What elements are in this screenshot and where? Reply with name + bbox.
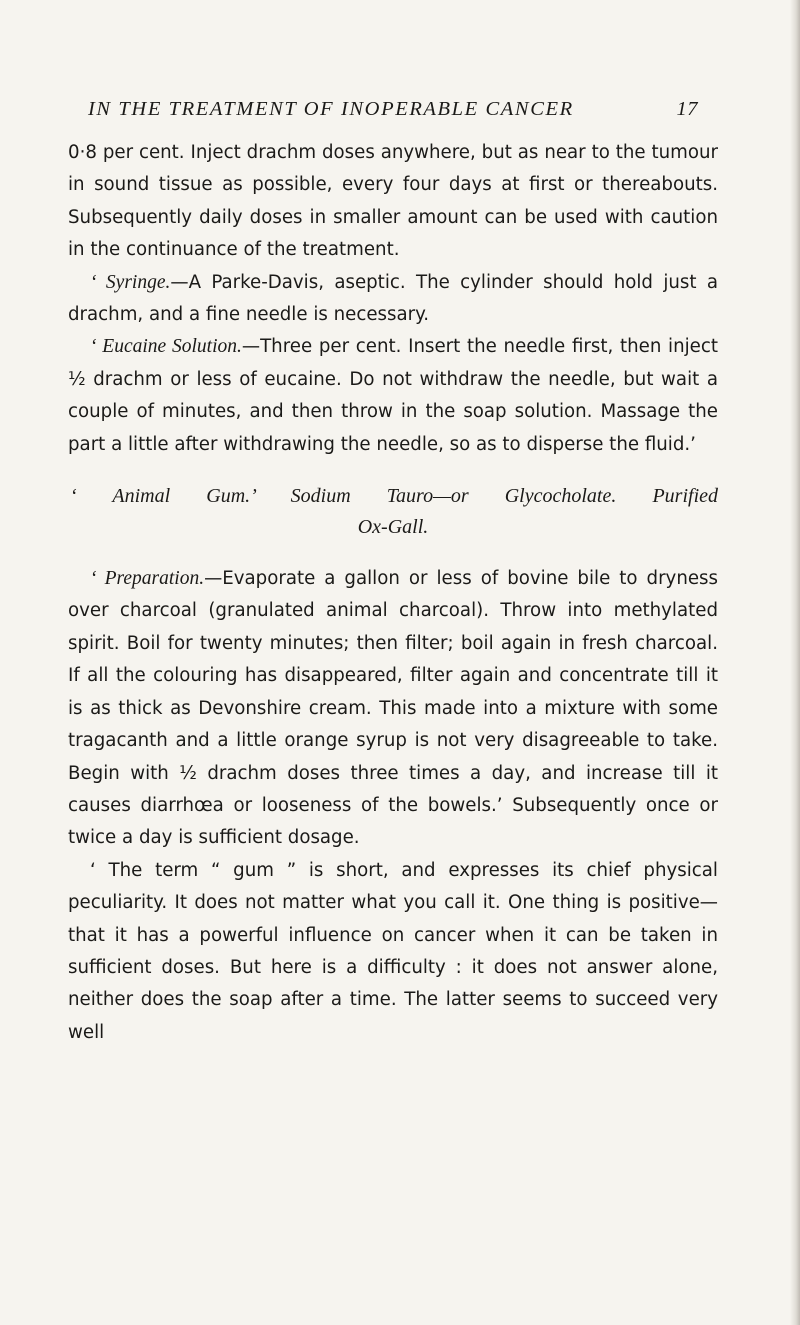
paragraph-eucaine (68, 331, 718, 461)
paragraph-dosage: 0·8 per cent. Inject drachm doses anywhere, but as near to the tumour in sound tissue as possible, every four days at first or thereabouts. Subsequently daily doses in smaller amount can be used with caution in the continuance of the treatment. (68, 142, 718, 261)
running-header-title: IN THE TREATMENT OF INOPERABLE CANCER (88, 98, 574, 120)
section-heading-line-1: ‘ Animal Gum.’ Sodium Tauro—or Glycocholate. Purified (70, 485, 718, 508)
eucaine-text: —Three per cent. Insert the needle first, then inject ½ drachm or less of eucaine. Do not withdraw the needle, but wait a couple of minutes, and then throw in the soap solution. Massage the part a little after withdrawing the needle, so as to disperse the fluid.’ (68, 336, 719, 455)
term-syringe: ‘ Syringe. (90, 271, 171, 293)
paragraph-preparation (68, 563, 718, 855)
paragraph-gum-term: ‘ The term “ gum ” is short, and expresses its chief physical peculiarity. It does not matter what you call it. One thing is positive—that it has a powerful influence on cancer when it can be taken in sufficient doses. But here is a difficulty : it does not answer alone, neither does the soap after a time. The latter seems to succeed very well (68, 859, 718, 1043)
page-edge-shadow (790, 0, 800, 1325)
paragraph-syringe (68, 267, 718, 332)
body-text (68, 137, 718, 1049)
section-heading (68, 481, 718, 543)
term-preparation: ‘ Preparation. (90, 568, 205, 590)
syringe-text: —A Parke-Davis, aseptic. The cylinder should hold just a drachm, and a fine needle is necessary. (68, 271, 718, 326)
preparation-text: —Evaporate a gallon or less of bovine bile to dryness over charcoal (granulated animal charcoal). Throw into methylated spirit. Boil for twenty minutes; then filter; boil again in fresh charcoal. If all the colouring has disappeared, filter again and concentrate till it is as thick as Devonshire cream. This made into a mixture with some tragacanth and a little orange syrup is not very disagreeable to take. Begin with ½ drachm doses three times a day, and increase till it causes diarrhœa or looseness of the bowels.’ Subsequently once or twice a day is sufficient dosage. (68, 568, 718, 849)
page-number: 17 (676, 98, 698, 120)
section-heading-line-2: Ox-Gall. (357, 516, 429, 539)
term-eucaine: ‘ Eucaine Solution. (90, 336, 242, 358)
